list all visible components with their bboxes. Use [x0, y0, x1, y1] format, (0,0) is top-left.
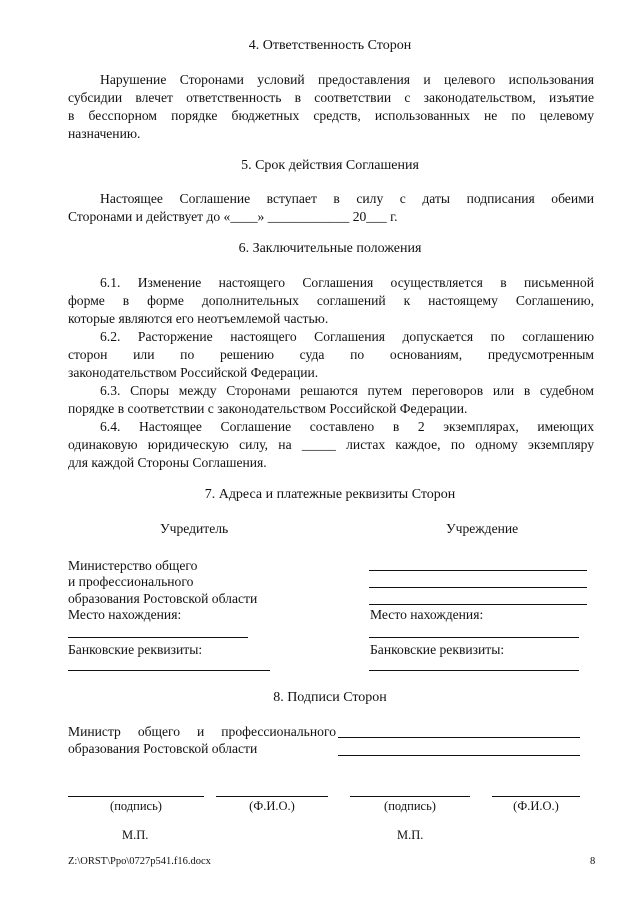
- institution-title: Учреждение: [446, 521, 519, 536]
- name-caption: (Ф.И.О.): [513, 799, 559, 813]
- minister-signature-line: [338, 737, 580, 738]
- minister-title-line: образования Ростовской области: [68, 741, 258, 756]
- section-6-line: сторон или по решению суда по основаниям, предусмотренным: [68, 347, 594, 362]
- org-name-line: Министерство общего: [68, 558, 198, 573]
- signature-caption: (подпись): [384, 799, 436, 813]
- founder-location-line: [68, 637, 248, 638]
- section-6-line: одинаковую юридическую силу, на _____ листах каждое, по одному экземпляру: [68, 437, 594, 452]
- footer-file-path: Z:\ORST\Ppo\0727p541.f16.docx: [68, 856, 211, 867]
- section-6-line: для каждой Стороны Соглашения.: [68, 455, 267, 470]
- institution-name-line: [369, 587, 587, 588]
- institution-location-line: [369, 637, 579, 638]
- name-line: [492, 796, 580, 797]
- signature-caption: (подпись): [110, 799, 162, 813]
- minister-name-line: [338, 755, 580, 756]
- name-caption: (Ф.И.О.): [249, 799, 295, 813]
- section-6-line: 6.3. Споры между Сторонами решаются путем переговоров или в судебном: [100, 383, 594, 398]
- founder-bank-label: Банковские реквизиты:: [68, 642, 203, 657]
- section-4-line: в бесспорном порядке бюджетных средств, использованных не по целевому: [68, 108, 594, 123]
- section-6-heading: 6. Заключительные положения: [238, 241, 422, 256]
- institution-bank-label: Банковские реквизиты:: [370, 642, 505, 657]
- section-7-heading: 7. Адреса и платежные реквизиты Сторон: [204, 487, 456, 502]
- section-5-line: Сторонами и действует до «____» ____________ 20___ г.: [68, 209, 398, 224]
- section-6-line: 6.4. Настоящее Соглашение составлено в 2 экземплярах, имеющих: [100, 419, 594, 434]
- section-6-line: законодательством Российской Федерации.: [68, 365, 319, 380]
- stamp-label: М.П.: [397, 828, 424, 842]
- institution-location-label: Место нахождения:: [370, 607, 484, 622]
- section-5-line: Настоящее Соглашение вступает в силу с даты подписания обеими: [100, 191, 594, 206]
- section-5-heading: 5. Срок действия Соглашения: [241, 158, 419, 173]
- org-name-line: образования Ростовской области: [68, 591, 258, 606]
- section-6-line: которые являются его неотъемлемой частью.: [68, 311, 329, 326]
- signature-line: [68, 796, 204, 797]
- section-6-line: порядке в соответствии с законодательством Российской Федерации.: [68, 401, 468, 416]
- section-8-heading: 8. Подписи Сторон: [273, 690, 387, 705]
- founder-title: Учредитель: [160, 521, 229, 536]
- founder-bank-line: [68, 670, 270, 671]
- section-4-line: субсидии влечет ответственность в соответствии с законодательством, изъятие: [68, 90, 594, 105]
- section-6-line: форме в форме дополнительных соглашений к настоящему Соглашению,: [68, 293, 594, 308]
- section-4-line: назначению.: [68, 126, 141, 141]
- name-line: [216, 796, 328, 797]
- page-number: 8: [590, 856, 596, 867]
- org-name-line: и профессионального: [68, 574, 194, 589]
- institution-name-line: [369, 570, 587, 571]
- section-4-line: Нарушение Сторонами условий предоставления и целевого использования: [100, 72, 594, 87]
- minister-title-line: Министр общего и профессионального: [68, 724, 336, 739]
- founder-location-label: Место нахождения:: [68, 607, 182, 622]
- section-4-heading: 4. Ответственность Сторон: [248, 38, 412, 53]
- institution-name-line: [369, 604, 587, 605]
- signature-line: [350, 796, 470, 797]
- section-6-line: 6.1. Изменение настоящего Соглашения осуществляется в письменной: [100, 275, 594, 290]
- section-6-line: 6.2. Расторжение настоящего Соглашения допускается по соглашению: [100, 329, 594, 344]
- institution-bank-line: [369, 670, 579, 671]
- stamp-label: М.П.: [122, 828, 149, 842]
